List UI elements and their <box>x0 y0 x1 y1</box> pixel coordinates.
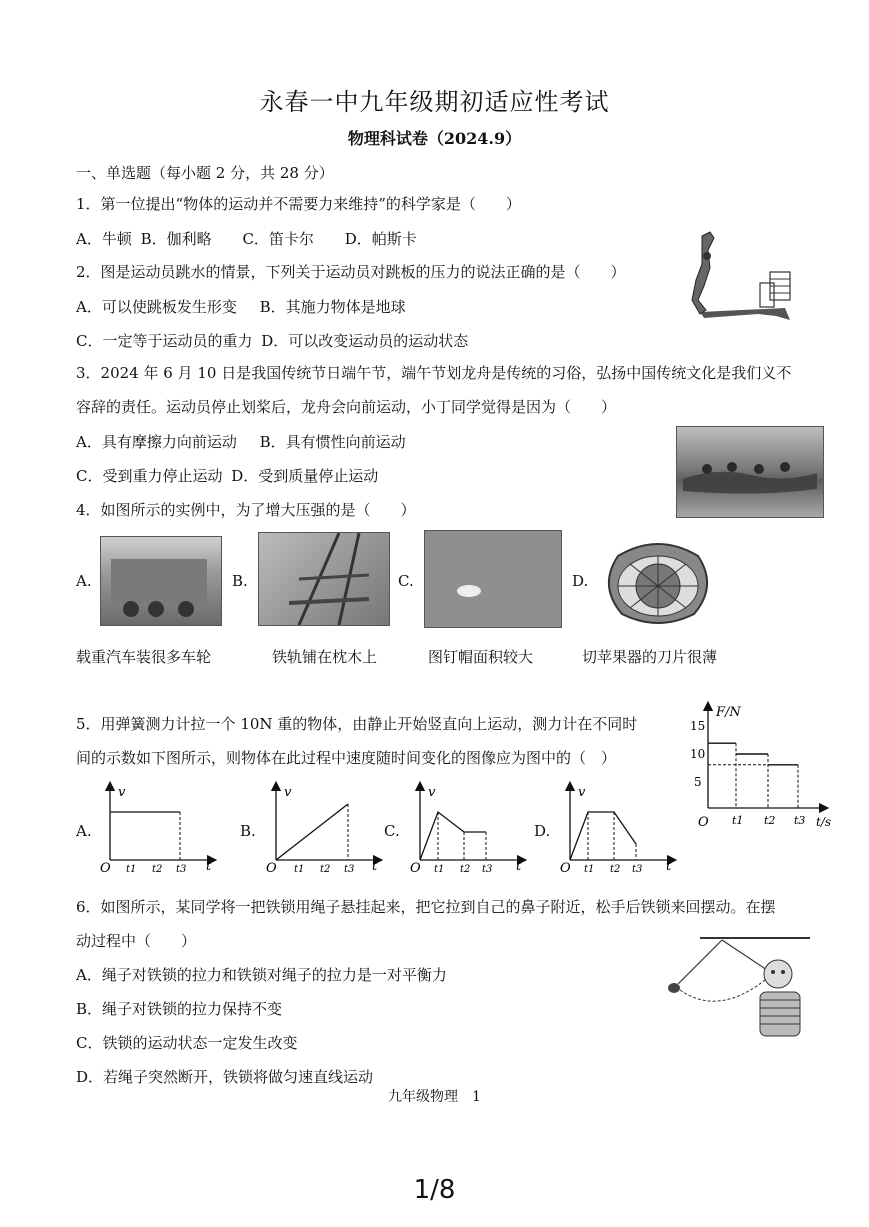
q4-apple-cutter-figure <box>598 536 718 626</box>
q5-force-graph <box>690 700 840 830</box>
q2-options-row2 <box>76 330 468 351</box>
q4-thumbtack-photo <box>424 530 562 628</box>
q5-graph-b[interactable] <box>266 780 386 872</box>
q4-stem: 4．如图所示的实例中，为了增大压强的是（ ） <box>76 501 416 519</box>
q5-graph-c[interactable] <box>410 780 530 872</box>
tick-t2: t2 <box>610 864 621 872</box>
q4-label-c[interactable]: C. <box>398 572 414 590</box>
tick-t2: t2 <box>320 864 331 872</box>
tick-t1: t1 <box>434 864 445 872</box>
q4-label-b[interactable]: B. <box>232 572 248 590</box>
q1-option-d[interactable]: D．帕斯卡 <box>344 230 417 248</box>
q5-label-a[interactable]: A. <box>76 822 92 840</box>
q2-option-c[interactable]: C．一定等于运动员的重力 <box>76 332 253 350</box>
q2-option-a[interactable]: A．可以使跳板发生形变 <box>76 298 237 316</box>
axis-t-label: t <box>666 859 672 872</box>
q3-options-row2 <box>76 465 378 486</box>
q3-stem-line2: 容辞的责任。运动员停止划桨后，龙舟会向前运动，小丁同学觉得是因为（ ） <box>76 398 617 416</box>
axis-v-label: v <box>578 785 586 800</box>
origin-label: O <box>266 861 277 872</box>
q3-stem-line1: 3．2024 年 6 月 10 日是我国传统节日端午节，端午节划龙舟是传统的习俗，弘扬中国传统文化是我们义不 <box>76 364 792 382</box>
q4-label-a[interactable]: A. <box>76 572 92 590</box>
q2-option-d[interactable]: D．可以改变运动员的运动状态 <box>261 332 469 350</box>
q5-stem-line2: 间的示数如下图所示，则物体在此过程中速度随时间变化的图像应为图中的（ ） <box>76 749 617 767</box>
q2-options-row1 <box>76 296 406 317</box>
q5-label-d[interactable]: D. <box>534 822 551 840</box>
q2-option-b[interactable]: B．其施力物体是地球 <box>259 298 406 316</box>
q3-option-d[interactable]: D．受到质量停止运动 <box>231 467 379 485</box>
q6-option-b[interactable]: B．绳子对铁锁的拉力保持不变 <box>76 1000 283 1018</box>
axis-v-label: v <box>118 785 126 800</box>
q4-caption-c: 图钉帽面积较大 <box>428 648 534 666</box>
section-heading: 一、单选题（每小题 2 分，共 28 分） <box>76 164 334 182</box>
tick-t2: t2 <box>152 864 163 872</box>
q2-stem: 2．图是运动员跳水的情景，下列关于运动员对跳板的压力的说法正确的是（ ） <box>76 263 626 281</box>
tick-t3: t3 <box>482 864 493 872</box>
force-ytick-10: 10 <box>690 747 706 761</box>
page-number: 1/8 <box>413 1175 456 1205</box>
velocity-line <box>420 812 486 860</box>
origin-label: O <box>560 861 571 872</box>
axis-t-label: t <box>372 859 378 872</box>
q5-label-c[interactable]: C. <box>384 822 400 840</box>
q6-stem-line2: 动过程中（ ） <box>76 932 197 950</box>
dragon-boat-photo <box>676 426 824 518</box>
q1-option-a[interactable]: A．牛顿 <box>76 230 132 248</box>
tick-t2: t2 <box>460 864 471 872</box>
force-tick-t3: t3 <box>794 814 806 827</box>
tick-t1: t1 <box>126 864 137 872</box>
force-ytick-5: 5 <box>694 775 702 789</box>
tick-t1: t1 <box>584 864 595 872</box>
q5-graph-a[interactable] <box>100 780 220 872</box>
q4-rail-photo <box>258 532 390 626</box>
force-series <box>708 743 798 808</box>
q6-option-c[interactable]: C．铁锁的运动状态一定发生改变 <box>76 1034 298 1052</box>
force-y-label: F/N <box>716 705 741 720</box>
tick-t3: t3 <box>344 864 355 872</box>
origin-label: O <box>410 861 421 872</box>
q4-caption-d: 切苹果器的刀片很薄 <box>582 648 718 666</box>
q3-options-row1 <box>76 431 406 452</box>
q3-option-a[interactable]: A．具有摩擦力向前运动 <box>76 433 237 451</box>
q6-option-d[interactable]: D．若绳子突然断开，铁锁将做匀速直线运动 <box>76 1068 374 1086</box>
q1-options <box>76 228 417 249</box>
q5-label-b[interactable]: B. <box>240 822 256 840</box>
diver-figure <box>680 228 800 338</box>
velocity-line <box>276 804 348 860</box>
page-footer: 九年级物理 1 <box>388 1089 481 1105</box>
q4-truck-photo <box>100 536 222 626</box>
axis-t-label: t <box>516 859 522 872</box>
force-tick-t1: t1 <box>732 814 744 827</box>
axis-v-label: v <box>428 785 436 800</box>
tick-t3: t3 <box>632 864 643 872</box>
force-x-label: t/s <box>816 815 832 829</box>
force-origin: O <box>698 815 709 830</box>
q6-option-a[interactable]: A．绳子对铁锁的拉力和铁锁对绳子的拉力是一对平衡力 <box>76 966 447 984</box>
axis-t-label: t <box>206 859 212 872</box>
q3-option-c[interactable]: C．受到重力停止运动 <box>76 467 223 485</box>
tick-t3: t3 <box>176 864 187 872</box>
q4-caption-a: 载重汽车装很多车轮 <box>76 648 212 666</box>
q3-option-b[interactable]: B．具有惯性向前运动 <box>259 433 406 451</box>
velocity-line <box>570 812 636 860</box>
exam-title: 永春一中九年级期初适应性考试 <box>259 88 610 116</box>
q1-stem: 1．第一位提出“物体的运动并不需要力来维持”的科学家是（ ） <box>76 195 521 213</box>
q1-option-c[interactable]: C．笛卡尔 <box>242 230 314 248</box>
force-ytick-15: 15 <box>690 719 706 733</box>
tick-t1: t1 <box>294 864 305 872</box>
q5-graph-d[interactable] <box>560 780 680 872</box>
q4-caption-b: 铁轨铺在枕木上 <box>272 648 378 666</box>
force-tick-t2: t2 <box>764 814 776 827</box>
q1-option-b[interactable]: B．伽利略 <box>140 230 212 248</box>
q4-label-d[interactable]: D. <box>572 572 589 590</box>
axis-v-label: v <box>284 785 292 800</box>
q5-stem-line1: 5．用弹簧测力计拉一个 10N 重的物体，由静止开始竖直向上运动，测力计在不同时 <box>76 715 638 733</box>
origin-label: O <box>100 861 111 872</box>
q6-stem-line1: 6．如图所示，某同学将一把铁锁用绳子悬挂起来，把它拉到自己的鼻子附近，松手后铁锁来回摆动。在摆 <box>76 898 776 916</box>
exam-subtitle: 物理科试卷（2024.9） <box>347 129 522 148</box>
q6-pendulum-figure <box>660 934 830 1046</box>
